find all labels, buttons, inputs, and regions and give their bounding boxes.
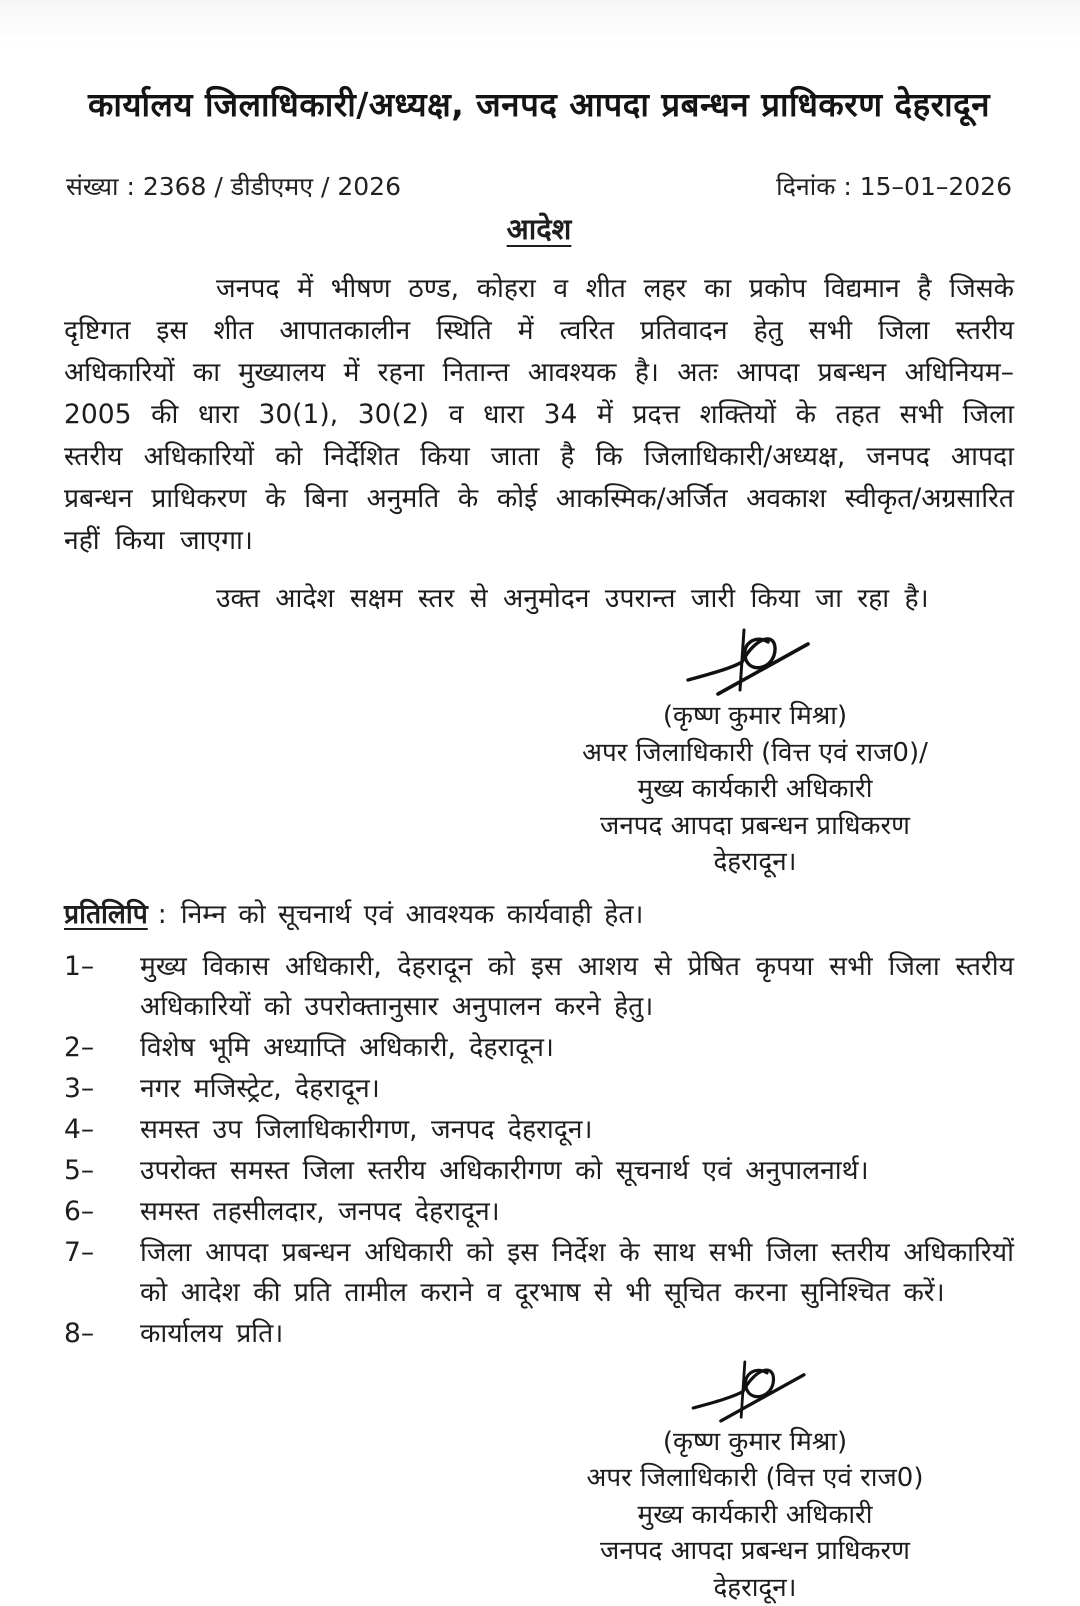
copy-to-label: प्रतिलिपि	[64, 898, 148, 930]
reference-number: संख्या : 2368 / डीडीएमए / 2026	[66, 172, 401, 202]
list-item-number: 4–	[64, 1113, 95, 1145]
list-item	[64, 1069, 1014, 1109]
list-item-text: उपरोक्त समस्त जिला स्तरीय अधिकारीगण को सूचनार्थ एवं अनुपालनार्थ।	[140, 1154, 869, 1186]
list-item-number: 8–	[64, 1317, 95, 1349]
signatory-name: (कृष्ण कुमार मिश्रा)	[662, 701, 848, 732]
reference-row	[66, 169, 1012, 203]
list-item-number: 6–	[64, 1195, 95, 1227]
list-item-text: समस्त उप जिलाधिकारीगण, जनपद देहरादून।	[140, 1113, 593, 1145]
issue-date: दिनांक : 15–01–2026	[776, 172, 1012, 202]
signatory-place: देहरादून।	[713, 847, 797, 878]
office-header-title: कार्यालय जिलाधिकारी/अध्यक्ष, जनपद आपदा प्रबन्धन प्राधिकरण देहरादून	[87, 85, 991, 124]
list-item-text: कार्यालय प्रति।	[140, 1317, 284, 1349]
list-item	[64, 1028, 1014, 1068]
list-item	[64, 1233, 1014, 1313]
list-item	[64, 1151, 1014, 1191]
copy-to-row	[64, 895, 1014, 931]
signatory-designation: अपर जिलाधिकारी (वित्त एवं राज0)/	[582, 737, 928, 768]
signature-ink-icon	[520, 1360, 990, 1432]
signatory-designation: जनपद आपदा प्रबन्धन प्राधिकरण	[600, 1536, 910, 1567]
list-item	[64, 1110, 1014, 1150]
list-item-text: मुख्य विकास अधिकारी, देहरादून को इस आशय से प्रेषित कृपया सभी जिला स्तरीय अधिकारियों को उपरोक्तानुसार अनुपालन करने हेतु।	[140, 950, 1014, 1022]
list-item-number: 3–	[64, 1072, 95, 1104]
list-item-number: 7–	[64, 1236, 95, 1268]
signatory-designation: मुख्य कार्यकारी अधिकारी	[637, 774, 873, 805]
list-item-text: समस्त तहसीलदार, जनपद देहरादून।	[140, 1195, 500, 1227]
list-item-text: जिला आपदा प्रबन्धन अधिकारी को इस निर्देश के साथ सभी जिला स्तरीय अधिकारियों को आदेश की प्रति तामील कराने व दूरभाष से भी सूचित करना सुनिश्चित करें।	[140, 1236, 1014, 1308]
approval-paragraph: उक्त आदेश सक्षम स्तर से अनुमोदन उपरान्त जारी किया जा रहा है।	[216, 583, 929, 615]
order-title: आदेश	[506, 212, 572, 247]
list-item	[64, 1192, 1014, 1232]
copy-to-intro: निम्न को सूचनार्थ एवं आवश्यक कार्यवाही हेत।	[180, 898, 644, 930]
signature-block-1	[520, 628, 990, 881]
copy-to-colon: :	[157, 898, 167, 930]
list-item-number: 1–	[64, 950, 95, 982]
signatory-name: (कृष्ण कुमार मिश्रा)	[662, 1426, 848, 1457]
order-body-paragraph: जनपद में भीषण ठण्ड, कोहरा व शीत लहर का प्रकोप विद्यमान है जिसके दृष्टिगत इस शीत आपातकालीन स्थिति में त्वरित प्रतिवादन हेतु सभी जिला स्तरीय अधिकारियों का मुख्यालय में रहना नितान्त आवश्यक है। अतः आपदा प्रबन्धन अधिनियम–2005 की धारा 30(1), 30(2) व धारा 34 में प्रदत्त शक्तियों के तहत सभी जिला स्तरीय अधिकारियों को निर्देशित किया जाता है कि जिलाधिकारी/अध्यक्ष, जनपद आपदा प्रबन्धन प्राधिकरण के बिना अनुमति के कोई आकस्मिक/अर्जित अवकाश स्वीकृत/अग्रसारित नहीं किया जाएगा।	[64, 273, 1014, 557]
list-item	[64, 947, 1014, 1027]
signatory-place: देहरादून।	[713, 1572, 797, 1603]
list-item-number: 5–	[64, 1154, 95, 1186]
signatory-designation: मुख्य कार्यकारी अधिकारी	[637, 1499, 873, 1530]
list-item-text: नगर मजिस्ट्रेट, देहरादून।	[140, 1072, 380, 1104]
signatory-designation: जनपद आपदा प्रबन्धन प्राधिकरण	[600, 810, 910, 841]
list-item-number: 2–	[64, 1031, 95, 1063]
list-item	[64, 1314, 1014, 1354]
signature-block-2	[520, 1360, 990, 1606]
signatory-designation: अपर जिलाधिकारी (वित्त एवं राज0)	[586, 1463, 924, 1494]
copy-recipient-list	[64, 947, 1014, 1354]
signature-ink-icon	[520, 628, 990, 706]
list-item-text: विशेष भूमि अध्याप्ति अधिकारी, देहरादून।	[140, 1031, 554, 1063]
